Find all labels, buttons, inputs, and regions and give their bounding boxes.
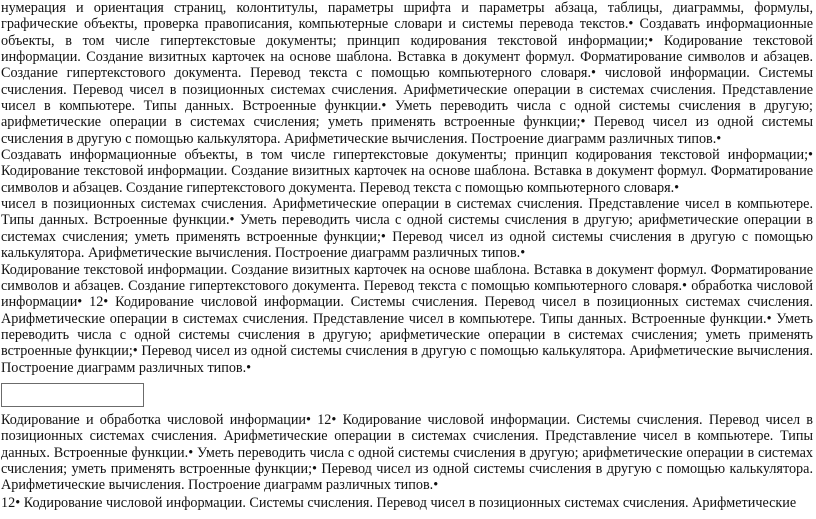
document-page xyxy=(1,0,813,511)
paragraph-5: Кодирование и обработка числовой информации• 12• Кодирование числовой информации. Системы счисления. Перевод чисел в позиционных системах счисления. Арифметические операции в системах счисления. Представление чисел в компьютере. Типы данных. Встроенные функции.• Уметь переводить числа с одной системы счисления в другую; арифметические операции в системах счисления; уметь применять встроенные функции;• Перевод чисел из одной системы счисления в другую с помощью калькулятора. Арифметические вычисления. Построение диаграмм различных типов.• xyxy=(1,411,813,494)
paragraph-6: 12• Кодирование числовой информации. Системы счисления. Перевод чисел в позиционных системах счисления. Арифметические xyxy=(1,494,797,511)
paragraph-4: Кодирование текстовой информации. Создание визитных карточек на основе шаблона. Вставка в документ формул. Форматирование символов и абзацев. Создание гипертекстового документа. Перевод текста с помощью компьютерного словаря.• обработка числовой информации• 12• Кодирование числовой информации. Системы счисления. Перевод чисел в позиционных системах счисления. Арифметические операции в системах счисления. Представление чисел в компьютере. Типы данных. Встроенные функции.• Уметь переводить числа с одной системы счисления в другую; арифметические операции в системах счисления; уметь применять встроенные функции;• Перевод чисел из одной системы счисления в другую с помощью калькулятора. Арифметические вычисления. Построение диаграмм различных типов.• xyxy=(1,261,813,376)
empty-form-box xyxy=(1,383,144,407)
paragraph-2: Создавать информационные объекты, в том числе гипертекстовые документы; принцип кодирования текстовой информации;• Кодирование текстовой информации. Создание визитных карточек на основе шаблона. Вставка в документ формул. Форматирование символов и абзацев. Создание гипертекстового документа. Перевод текста с помощью компьютерного словаря.• xyxy=(1,147,813,196)
paragraph-1: нумерация и ориентация страниц, колонтитулы, параметры шрифта и параметры абзаца, таблицы, диаграммы, формулы, графические объекты, проверка правописания, компьютерные словари и системы перевода текстов.• Создавать информационные объекты, в том числе гипертекстовые документы; принцип кодирования текстовой информации;• Кодирование текстовой информации. Создание визитных карточек на основе шаблона. Вставка в документ формул. Форматирование символов и абзацев. Создание гипертекстового документа. Перевод текста с помощью компьютерного словаря.• числовой информации. Системы счисления. Перевод чисел в позиционных системах счисления. Арифметические операции в системах счисления. Представление чисел в компьютере. Типы данных. Встроенные функции.• Уметь переводить числа с одной системы счисления в другую; арифметические операции в системах счисления; уметь применять встроенные функции;• Перевод чисел из одной системы счисления в другую с помощью калькулятора. Арифметические вычисления. Построение диаграмм различных типов.• xyxy=(1,0,813,147)
paragraph-3: чисел в позиционных системах счисления. Арифметические операции в системах счисления. Представление чисел в компьютере. Типы данных. Встроенные функции.• Уметь переводить числа с одной системы счисления в другую; арифметические операции в системах счисления; уметь применять встроенные функции;• Перевод чисел из одной системы счисления в другую с помощью калькулятора. Арифметические вычисления. Построение диаграмм различных типов.• xyxy=(1,196,813,262)
